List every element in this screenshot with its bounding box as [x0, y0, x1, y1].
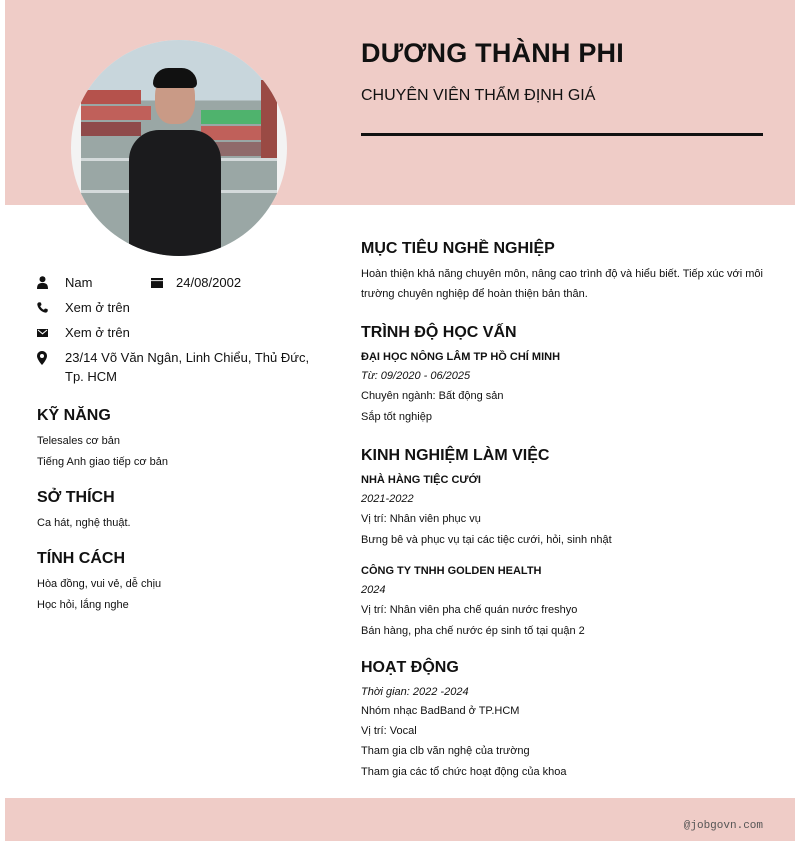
education-line: Chuyên ngành: Bất động sản: [361, 390, 504, 402]
phone-value: Xem ở trên: [65, 300, 130, 315]
contact-info: [37, 273, 327, 392]
school-name: ĐẠI HỌC NÔNG LÂM TP HỒ CHÍ MINH: [361, 351, 561, 363]
company-name: CÔNG TY TNHH GOLDEN HEALTH: [361, 565, 542, 577]
calendar-icon: [151, 273, 176, 292]
job-entry: [361, 562, 763, 642]
gender-value: Nam: [65, 275, 93, 290]
objective-text: Hoàn thiện khả năng chuyên môn, nâng cao trình độ và hiểu biết. Tiếp xúc với môi trường chuyên nghiệp để hoàn thiện bản thân.: [361, 268, 763, 300]
personality-item: Hòa đồng, vui vẻ, dễ chịu: [37, 578, 162, 590]
email-value: Xem ở trên: [65, 325, 130, 340]
title-divider: [361, 133, 763, 136]
activity-line: Nhóm nhạc BadBand ở TP.HCM: [361, 705, 520, 717]
experience-heading: KINH NGHIỆM LÀM VIỆC: [361, 447, 550, 464]
activity-line: Tham gia các tổ chức hoạt động của khoa: [361, 766, 567, 778]
activities-period: Thời gian: 2022 -2024: [361, 686, 469, 698]
education-period: Từ: 09/2020 - 06/2025: [361, 370, 471, 382]
job-period: 2024: [361, 584, 386, 596]
education-heading: TRÌNH ĐỘ HỌC VẤN: [361, 324, 517, 341]
hobbies-section: [37, 489, 327, 534]
phone-row: [37, 298, 327, 317]
footer-band: [5, 798, 795, 841]
activities-section: [361, 659, 763, 783]
job-line: Vị trí: Nhân viên phục vụ: [361, 513, 481, 525]
envelope-icon: [37, 323, 65, 342]
user-icon: [37, 273, 65, 292]
birthday-value: 24/08/2002: [176, 275, 242, 290]
activity-line: Tham gia clb văn nghệ của trường: [361, 745, 530, 757]
gender-birthday-row: [37, 273, 327, 292]
job-line: Bán hàng, pha chế nước ép sinh tố tại quận 2: [361, 625, 585, 637]
personality-heading: TÍNH CÁCH: [37, 550, 125, 567]
personality-item: Học hỏi, lắng nghe: [37, 599, 129, 611]
job-title: CHUYÊN VIÊN THẨM ĐỊNH GIÁ: [361, 87, 596, 104]
objective-section: [361, 240, 763, 304]
job-entry: [361, 471, 763, 551]
footer-watermark: @jobgovn.com: [683, 820, 763, 832]
address-value: 23/14 Võ Văn Ngân, Linh Chiểu, Thủ Đức, Tp. HCM: [65, 350, 310, 384]
avatar: [71, 40, 287, 256]
address-row: [37, 348, 327, 386]
email-row: [37, 323, 327, 342]
job-line: Bưng bê và phục vụ tại các tiệc cưới, hỏi, sinh nhật: [361, 534, 612, 546]
skill-item: Tiếng Anh giao tiếp cơ bản: [37, 456, 168, 468]
education-line: Sắp tốt nghiệp: [361, 411, 432, 423]
skill-item: Telesales cơ bản: [37, 435, 121, 447]
job-period: 2021-2022: [361, 493, 414, 505]
personality-section: [37, 550, 327, 616]
candidate-name: DƯƠNG THÀNH PHI: [361, 38, 624, 68]
map-pin-icon: [37, 348, 65, 367]
profile-photo: [81, 40, 277, 256]
activity-line: Vị trí: Vocal: [361, 725, 417, 737]
activities-heading: HOẠT ĐỘNG: [361, 659, 459, 676]
skills-section: [37, 407, 327, 473]
hobbies-heading: SỞ THÍCH: [37, 489, 115, 506]
skills-heading: KỸ NĂNG: [37, 407, 111, 424]
experience-section: [361, 447, 763, 642]
hobby-item: Ca hát, nghệ thuật.: [37, 517, 131, 529]
job-line: Vị trí: Nhân viên pha chế quán nước freshyo: [361, 604, 578, 616]
phone-icon: [37, 298, 65, 317]
objective-heading: MỤC TIÊU NGHỀ NGHIỆP: [361, 240, 555, 257]
education-section: [361, 324, 763, 428]
company-name: NHÀ HÀNG TIỆC CƯỚI: [361, 474, 481, 486]
